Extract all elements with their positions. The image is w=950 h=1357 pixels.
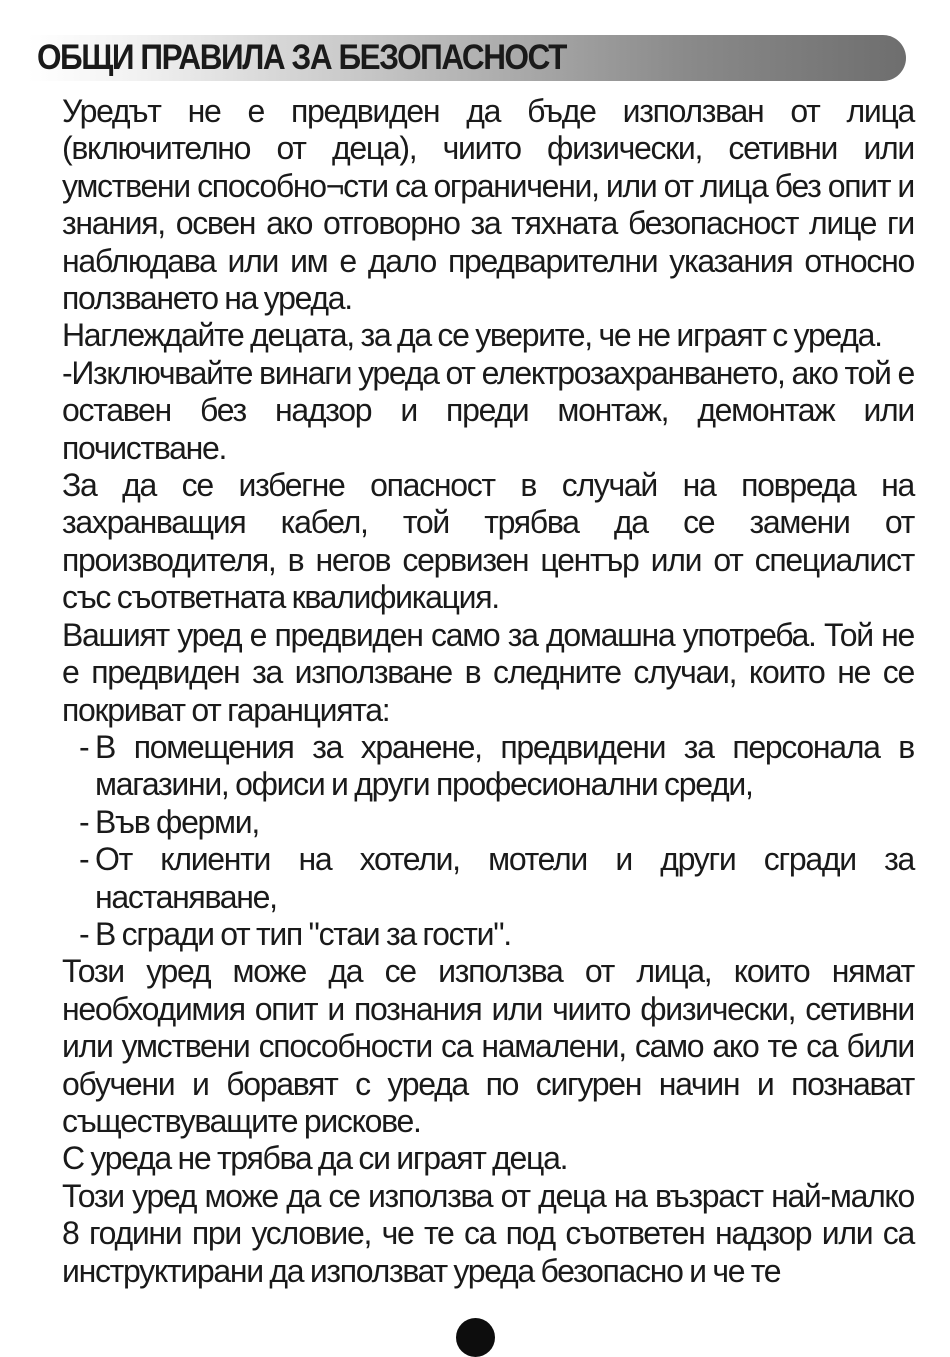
section-title: ОБЩИ ПРАВИЛА ЗА БЕЗОПАСНОСТ bbox=[37, 38, 566, 77]
list-item bbox=[62, 916, 914, 953]
list-item-text: Във ферми, bbox=[95, 803, 259, 840]
list-item-text: От клиенти на хотели, мотели и други сгради за настаняване, bbox=[95, 841, 914, 915]
list-item bbox=[62, 729, 914, 804]
page-marker-dot bbox=[456, 1318, 495, 1357]
paragraph-no-play: С уреда не трябва да си играят деца. bbox=[62, 1140, 568, 1177]
list-item-text: В помещения за хранене, предвидени за персонала в магазини, офиси и други професионални среди, bbox=[95, 728, 914, 803]
paragraph-limited-capabilities: Този уред може да се използва от лица, които нямат необходимия опит и познания или чиито физически, сетивни или умствени способности са намалени, само ако те са били обучени и боравят с уреда по сигурен начин и познават съществуващите рискове. bbox=[62, 953, 914, 1139]
list-item bbox=[62, 841, 914, 916]
list-item bbox=[62, 804, 914, 841]
bullet-dash: - bbox=[79, 803, 89, 840]
paragraph-children-age: Този уред може да се използва от деца на възраст най-малко 8 години при условие, че те са под съответен надзор или са инструктирани да използват уреда безопасно и че те bbox=[62, 1177, 914, 1289]
list-item-text: В сгради от тип "стаи за гости". bbox=[95, 915, 511, 952]
bullet-dash: - bbox=[79, 915, 89, 952]
bullet-dash: - bbox=[79, 841, 89, 878]
paragraph-children-watch: Наглеждайте децата, за да се уверите, че не играят с уреда. bbox=[62, 317, 882, 354]
excluded-uses-list bbox=[62, 729, 914, 953]
paragraph-domestic-use: Вашият уред е предвиден само за домашна употреба. Той не е предвиден за използване в следните случаи, които не се покриват от гаранцията: bbox=[62, 616, 914, 728]
bullet-dash: - bbox=[79, 728, 89, 765]
paragraph-cable-replacement: За да се избегне опасност в случай на повреда на захранващия кабел, той трябва да се замени от производителя, в негов сервизен център или от специалист със съответната квалификация. bbox=[62, 467, 914, 616]
paragraph-unplug-warning: -Изключвайте винаги уреда от електрозахранването, ако той е оставен без надзор и преди монтаж, демонтаж или почистване. bbox=[62, 354, 914, 466]
paragraph-supervision-notice: Уредът не е предвиден да бъде използван от лица (включително от деца), чиито физически, сетивни или умствени способно¬сти са ограничени, или от лица без опит и знания, освен ако отговорно за тяхната безопасност лице ги наблюдава или им е дало предварителни указания относно ползването на уреда. bbox=[62, 93, 914, 317]
document-body bbox=[62, 93, 914, 1290]
